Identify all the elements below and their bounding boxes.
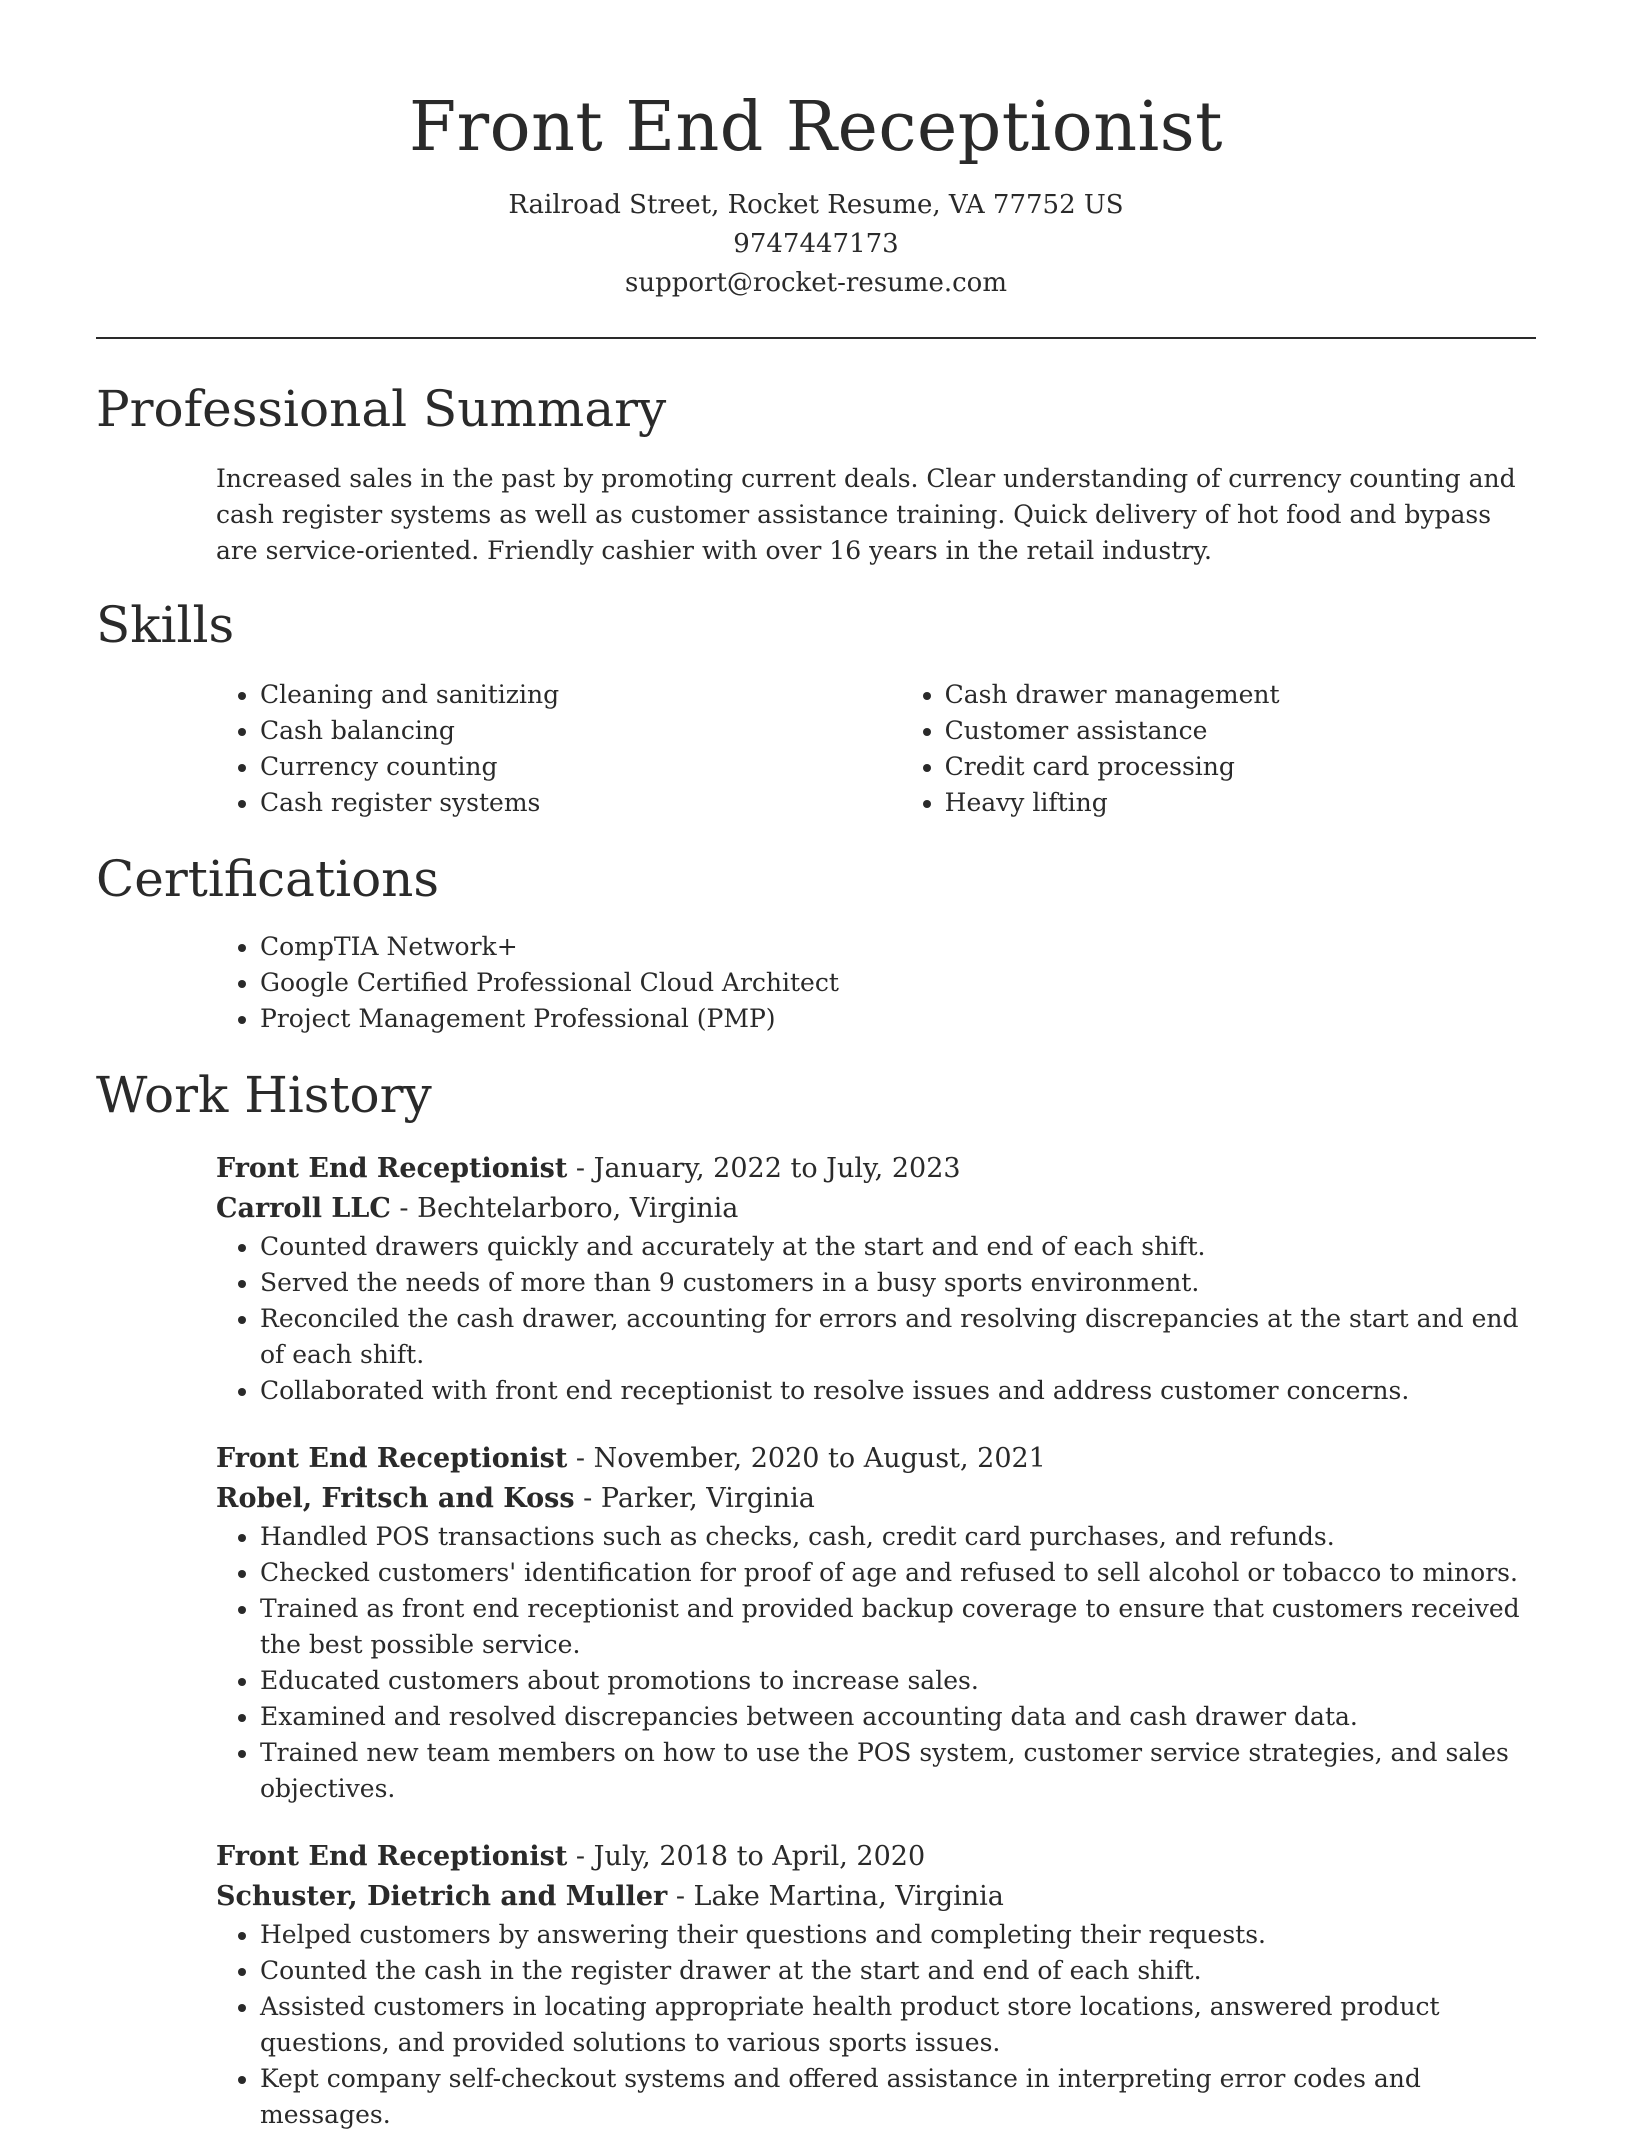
job-bullet: • Counted the cash in the register drawer at the start and end of each shift. <box>260 1953 1536 1989</box>
skills-list-right <box>901 677 1536 821</box>
skill-item: • Cash balancing <box>260 713 901 749</box>
skill-item: • Customer assistance <box>945 713 1536 749</box>
job-bullet: • Handled POS transactions such as checks, cash, credit card purchases, and refunds. <box>260 1519 1536 1555</box>
job-title-line: Front End Receptionist - November, 2020 to August, 2021 <box>216 1443 1046 1474</box>
skill-item: • Cash drawer management <box>945 677 1536 713</box>
job-company: Robel, Fritsch and Koss <box>216 1483 575 1514</box>
job-bullets <box>96 1519 1536 1807</box>
skills-title: Skills <box>96 596 235 654</box>
job-bullet: • Trained as front end receptionist and provided backup coverage to ensure that customers received the best possible service. <box>260 1591 1536 1663</box>
job-company-line: Schuster, Dietrich and Muller - Lake Martina, Virginia <box>216 1881 1004 1912</box>
job-bullet: • Examined and resolved discrepancies between accounting data and cash drawer data. <box>260 1699 1536 1735</box>
job-entry <box>96 1439 1536 1519</box>
job-bullet: • Trained new team members on how to use the POS system, customer service strategies, and sales objectives. <box>260 1735 1536 1807</box>
skill-item: • Currency counting <box>260 749 901 785</box>
job-company: Carroll LLC <box>216 1193 391 1224</box>
job-company-line: Robel, Fritsch and Koss - Parker, Virginia <box>216 1483 815 1514</box>
job-location: Parker, Virginia <box>600 1483 815 1514</box>
email: support@rocket-resume.com <box>624 268 1007 298</box>
work-history-section <box>96 1063 1536 2133</box>
job-dates: July, 2018 to April, 2020 <box>593 1841 926 1872</box>
job-bullet: • Kept company self-checkout systems and offered assistance in interpreting error codes and messages. <box>260 2061 1536 2133</box>
skills-list-left <box>96 677 901 821</box>
skills-section <box>96 593 1536 821</box>
job-bullets <box>96 1229 1536 1409</box>
job-title-line: Front End Receptionist - January, 2022 to July, 2023 <box>216 1153 961 1184</box>
job-company: Schuster, Dietrich and Muller <box>216 1881 668 1912</box>
contact-info <box>96 186 1536 303</box>
job-entry <box>96 1149 1536 1229</box>
certification-item: • Project Management Professional (PMP) <box>260 1001 1536 1037</box>
job-location: Bechtelarboro, Virginia <box>417 1193 739 1224</box>
certifications-list <box>96 929 1536 1037</box>
job-title: Front End Receptionist <box>216 1153 568 1184</box>
candidate-name: Front End Receptionist <box>408 88 1224 167</box>
job-bullet: • Served the needs of more than 9 customers in a busy sports environment. <box>260 1265 1536 1301</box>
skill-item: • Credit card processing <box>945 749 1536 785</box>
job-bullet: • Collaborated with front end receptionist to resolve issues and address customer concerns. <box>260 1373 1536 1409</box>
job-entry <box>96 1837 1536 1917</box>
job-dates: January, 2022 to July, 2023 <box>593 1153 961 1184</box>
job-location: Lake Martina, Virginia <box>693 1881 1004 1912</box>
job-bullet: • Reconciled the cash drawer, accounting for errors and resolving discrepancies at the start and end of each shift. <box>260 1301 1536 1373</box>
skill-item: • Cash register systems <box>260 785 901 821</box>
job-bullet: • Checked customers' identification for proof of age and refused to sell alcohol or tobacco to minors. <box>260 1555 1536 1591</box>
resume-header <box>96 0 1536 303</box>
skill-item: • Heavy lifting <box>945 785 1536 821</box>
job-bullet: • Counted drawers quickly and accurately at the start and end of each shift. <box>260 1229 1536 1265</box>
header-divider <box>96 337 1536 339</box>
job-bullet: • Assisted customers in locating appropriate health product store locations, answered product questions, and provided solutions to various sports issues. <box>260 1989 1536 2061</box>
job-bullets <box>96 1917 1536 2133</box>
certification-item: • Google Certified Professional Cloud Architect <box>260 965 1536 1001</box>
address: Railroad Street, Rocket Resume, VA 77752 US <box>508 190 1124 220</box>
summary-text: Increased sales in the past by promoting current deals. Clear understanding of currency counting and cash register systems as well as customer assistance training. Quick delivery of hot food and bypass are service-oriented. Friendly cashier with over 16 years in the retail industry. <box>216 464 1516 565</box>
certification-item: • CompTIA Network+ <box>260 929 1536 965</box>
phone: 9747447173 <box>733 229 899 259</box>
work-history-title: Work History <box>96 1066 432 1124</box>
job-title: Front End Receptionist <box>216 1443 568 1474</box>
job-company-line: Carroll LLC - Bechtelarboro, Virginia <box>216 1193 739 1224</box>
job-bullet: • Helped customers by answering their questions and completing their requests. <box>260 1917 1536 1953</box>
resume-page <box>96 0 1536 2133</box>
summary-title: Professional Summary <box>96 380 667 438</box>
job-dates: November, 2020 to August, 2021 <box>593 1443 1046 1474</box>
job-title: Front End Receptionist <box>216 1841 568 1872</box>
skill-item: • Cleaning and sanitizing <box>260 677 901 713</box>
certifications-title: Certifications <box>96 850 440 908</box>
job-bullet: • Educated customers about promotions to increase sales. <box>260 1663 1536 1699</box>
job-title-line: Front End Receptionist - July, 2018 to April, 2020 <box>216 1841 926 1872</box>
summary-section <box>96 377 1536 569</box>
skills-columns <box>96 677 1536 821</box>
certifications-section <box>96 847 1536 1037</box>
